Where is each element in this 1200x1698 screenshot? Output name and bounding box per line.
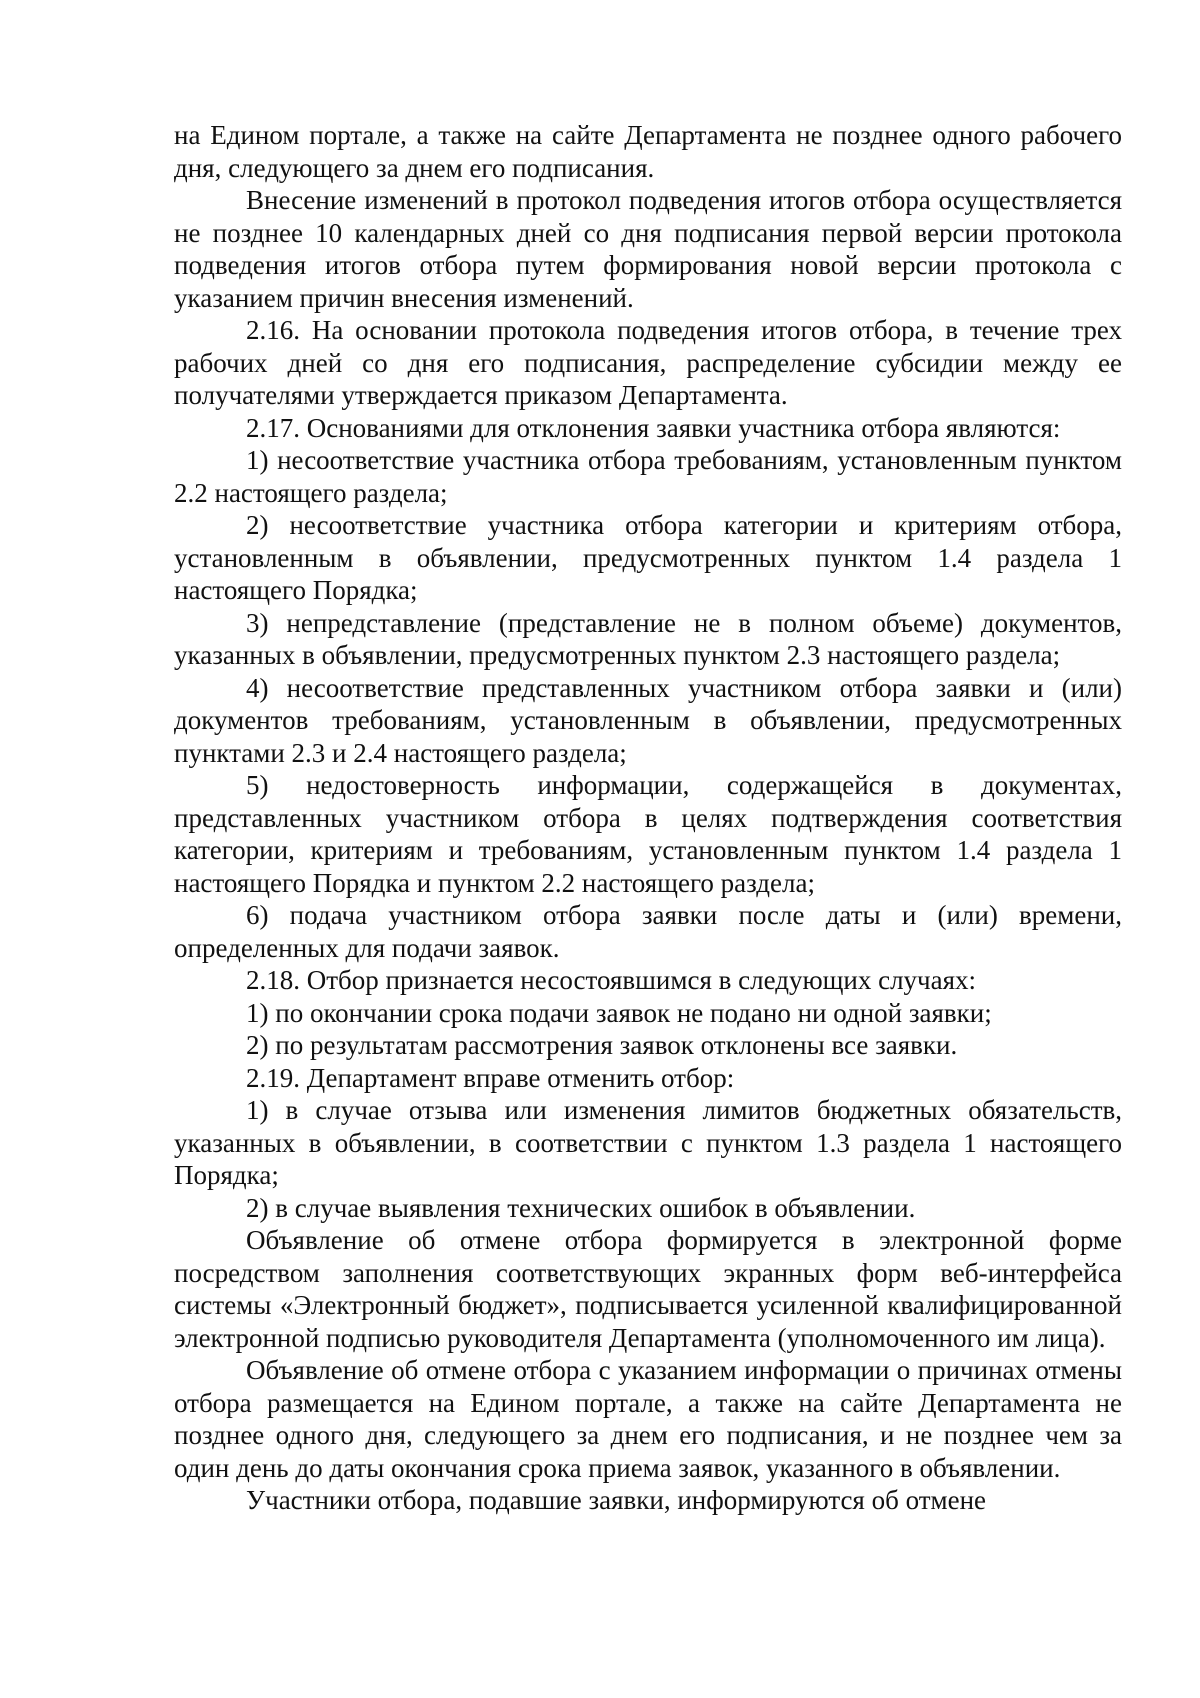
document-body (174, 119, 1122, 1517)
paragraph-2-19: 2.19. Департамент вправе отменить отбор: (246, 1062, 735, 1093)
paragraph-protocol-changes: Внесение изменений в протокол подведения итогов отбора осуществляется не позднее 10 календарных дней со дня подписания первой версии протокола подведения итогов отбора путем формирования новой версии протокола с указанием причин внесения изменений. (174, 185, 1122, 313)
paragraph-cancellation-form: Объявление об отмене отбора формируется в электронной форме посредством заполнения соответствующих экранных форм веб-интерфейса системы «Электронный бюджет», подписывается усиленной квалифицированной электронной подписью руководителя Департамента (уполномоченного им лица). (174, 1225, 1122, 1353)
paragraph-2-16: 2.16. На основании протокола подведения итогов отбора, в течение трех рабочих дней со дня его подписания, распределение субсидии между ее получателями утверждается приказом Департамента. (174, 315, 1122, 410)
paragraph-participants-notice: Участники отбора, подавшие заявки, информируются об отмене (246, 1485, 987, 1515)
list-item-2-19-1: 1) в случае отзыва или изменения лимитов бюджетных обязательств, указанных в объявлении, в соответствии с пунктом 1.3 раздела 1 настоящего Порядка; (174, 1095, 1122, 1190)
list-item-2-17-5: 5) недостоверность информации, содержащейся в документах, представленных участником отбора в целях подтверждения соответствия категории, критериям и требованиям, установленным пунктом 1.4 раздела 1 настоящего Порядка и пунктом 2.2 настоящего раздела; (174, 770, 1122, 898)
list-item-2-17-6: 6) подача участником отбора заявки после даты и (или) времени, определенных для подачи заявок. (174, 900, 1122, 963)
list-item-2-17-3: 3) непредставление (представление не в полном объеме) документов, указанных в объявлении, предусмотренных пунктом 2.3 настоящего раздела; (174, 607, 1122, 670)
paragraph-continuation: на Едином портале, а также на сайте Департамента не позднее одного рабочего дня, следующего за днем его подписания. (174, 120, 1122, 183)
list-item-2-18-2: 2) по результатам рассмотрения заявок отклонены все заявки. (246, 1030, 958, 1060)
paragraph-2-18: 2.18. Отбор признается несостоявшимся в следующих случаях: (246, 965, 977, 995)
list-item-2-17-4: 4) несоответствие представленных участником отбора заявки и (или) документов требованиям, установленным в объявлении, предусмотренных пунктами 2.3 и 2.4 настоящего раздела; (174, 672, 1122, 768)
paragraph-cancellation-publication: Объявление об отмене отбора с указанием информации о причинах отмены отбора размещается на Едином портале, а также на сайте Департамента не позднее одного дня, следующего за днем его подписания, и не позднее чем за один день до даты окончания срока приема заявок, указанного в объявлении. (174, 1355, 1122, 1483)
list-item-2-17-1: 1) несоответствие участника отбора требованиям, установленным пунктом 2.2 настоящего раздела; (174, 445, 1122, 508)
list-item-2-18-1: 1) по окончании срока подачи заявок не подано ни одной заявки; (246, 997, 992, 1028)
list-item-2-19-2: 2) в случае выявления технических ошибок в объявлении. (246, 1192, 916, 1223)
list-item-2-17-2: 2) несоответствие участника отбора категории и критериям отбора, установленным в объявлении, предусмотренных пунктом 1.4 раздела 1 настоящего Порядка; (174, 510, 1122, 605)
paragraph-2-17: 2.17. Основаниями для отклонения заявки участника отбора являются: (246, 412, 1061, 443)
